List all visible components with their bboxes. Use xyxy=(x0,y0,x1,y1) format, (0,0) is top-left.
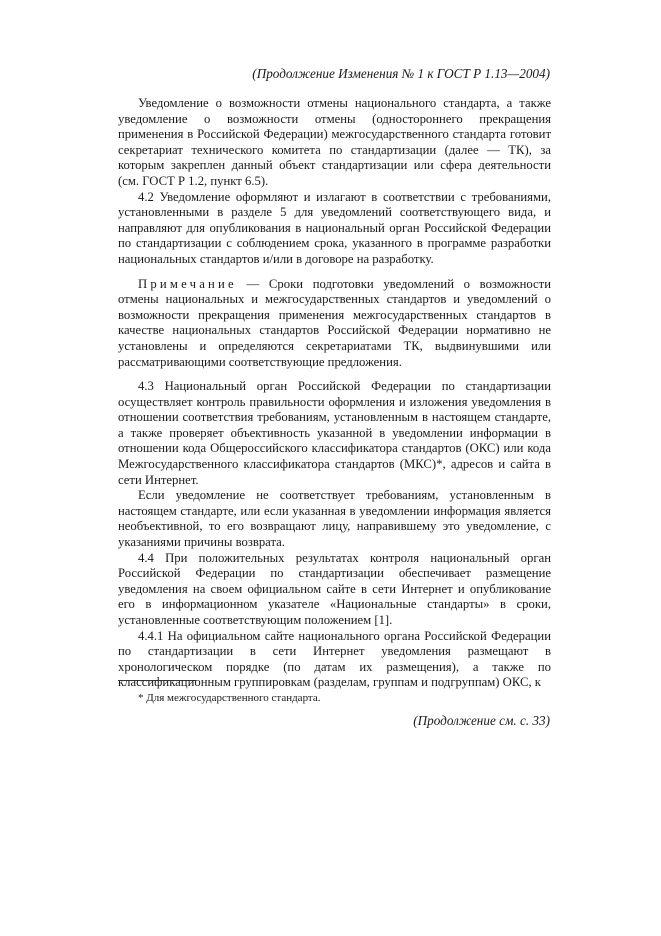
footnote-divider xyxy=(118,680,196,681)
paragraph-4-2: 4.2 Уведомление оформляют и излагают в соответствии с требованиями, установленными в разделе 5 для уведомлений соответствующего вида, и направляют для опубликования в национальный орган Российской Федерации по стандартизации с соблюдением срока, указанного в программе разработки национальных стандартов и/или в договоре на разработку. xyxy=(118,189,551,266)
paragraph-4-4-1: 4.4.1 На официальном сайте национального органа Российской Федерации по стандартизации в сети Интернет уведомления размещают в хронологическом порядке (по датам их размещения), а также по классификационным группировкам (разделам, группам и подгруппам) ОКС, к xyxy=(118,628,551,690)
page-header: (Продолжение Изменения № 1 к ГОСТ Р 1.13—2004) xyxy=(252,66,550,81)
paragraph-4-4: 4.4 При положительных результатах контроля национальный орган Российской Федерации по стандартизации обеспечивает размещение уведомления на своем официальном сайте в сети Интернет и опубликование его в информационном указателе «Национальные стандарты» в сроки, установленные соответствующим положением [1]. xyxy=(118,550,551,627)
paragraph-return: Если уведомление не соответствует требованиям, установленным в настоящем стандарте, или если указанная в уведомлении информация является необъективной, то его возвращают лицу, направившему это уведомление, с указаниями причины возврата. xyxy=(118,488,551,550)
paragraph-4-3: 4.3 Национальный орган Российской Федерации по стандартизации осуществляет контроль правильности оформления и изложения уведомления в отношении соответствия требованиям, установленным в настоящем стандарте, а также проверяет объективность указанной в уведомлении информации в отношении кода Общероссийского классификатора стандартов (ОКС) или кода Межгосударственного классификатора стандартов (МКС)*, адресов и сайта в сети Интернет. xyxy=(118,379,551,487)
main-text xyxy=(118,96,551,691)
continuation-note: (Продолжение см. с. 33) xyxy=(413,713,550,728)
note-paragraph xyxy=(118,277,551,371)
note-text: — Сроки подготовки уведомлений о возможности отмены национальных и межгосударственных стандартов и уведомлений о возможности прекращения применения межгосударственных стандартов в качестве национальных стандартов Российской Федерации нормативно не установлены и определяются секретариатами ТК, выдвинувшими или рассматривающими соответствующие предложения. xyxy=(118,276,551,369)
paragraph-notification-intro: Уведомление о возможности отмены национального стандарта, а также уведомление о возможности отмены (одностороннего прекращения применения в Российской Федерации) межгосударственного стандарта готовит секретариат технического комитета по стандартизации (далее — ТК), за которым закреплен данный объект стандартизации или сфера деятельности (см. ГОСТ Р 1.2, пункт 6.5). xyxy=(118,96,551,188)
note-label: Примечание xyxy=(138,276,237,291)
footnote: * Для межгосударственного стандарта. xyxy=(138,692,321,704)
